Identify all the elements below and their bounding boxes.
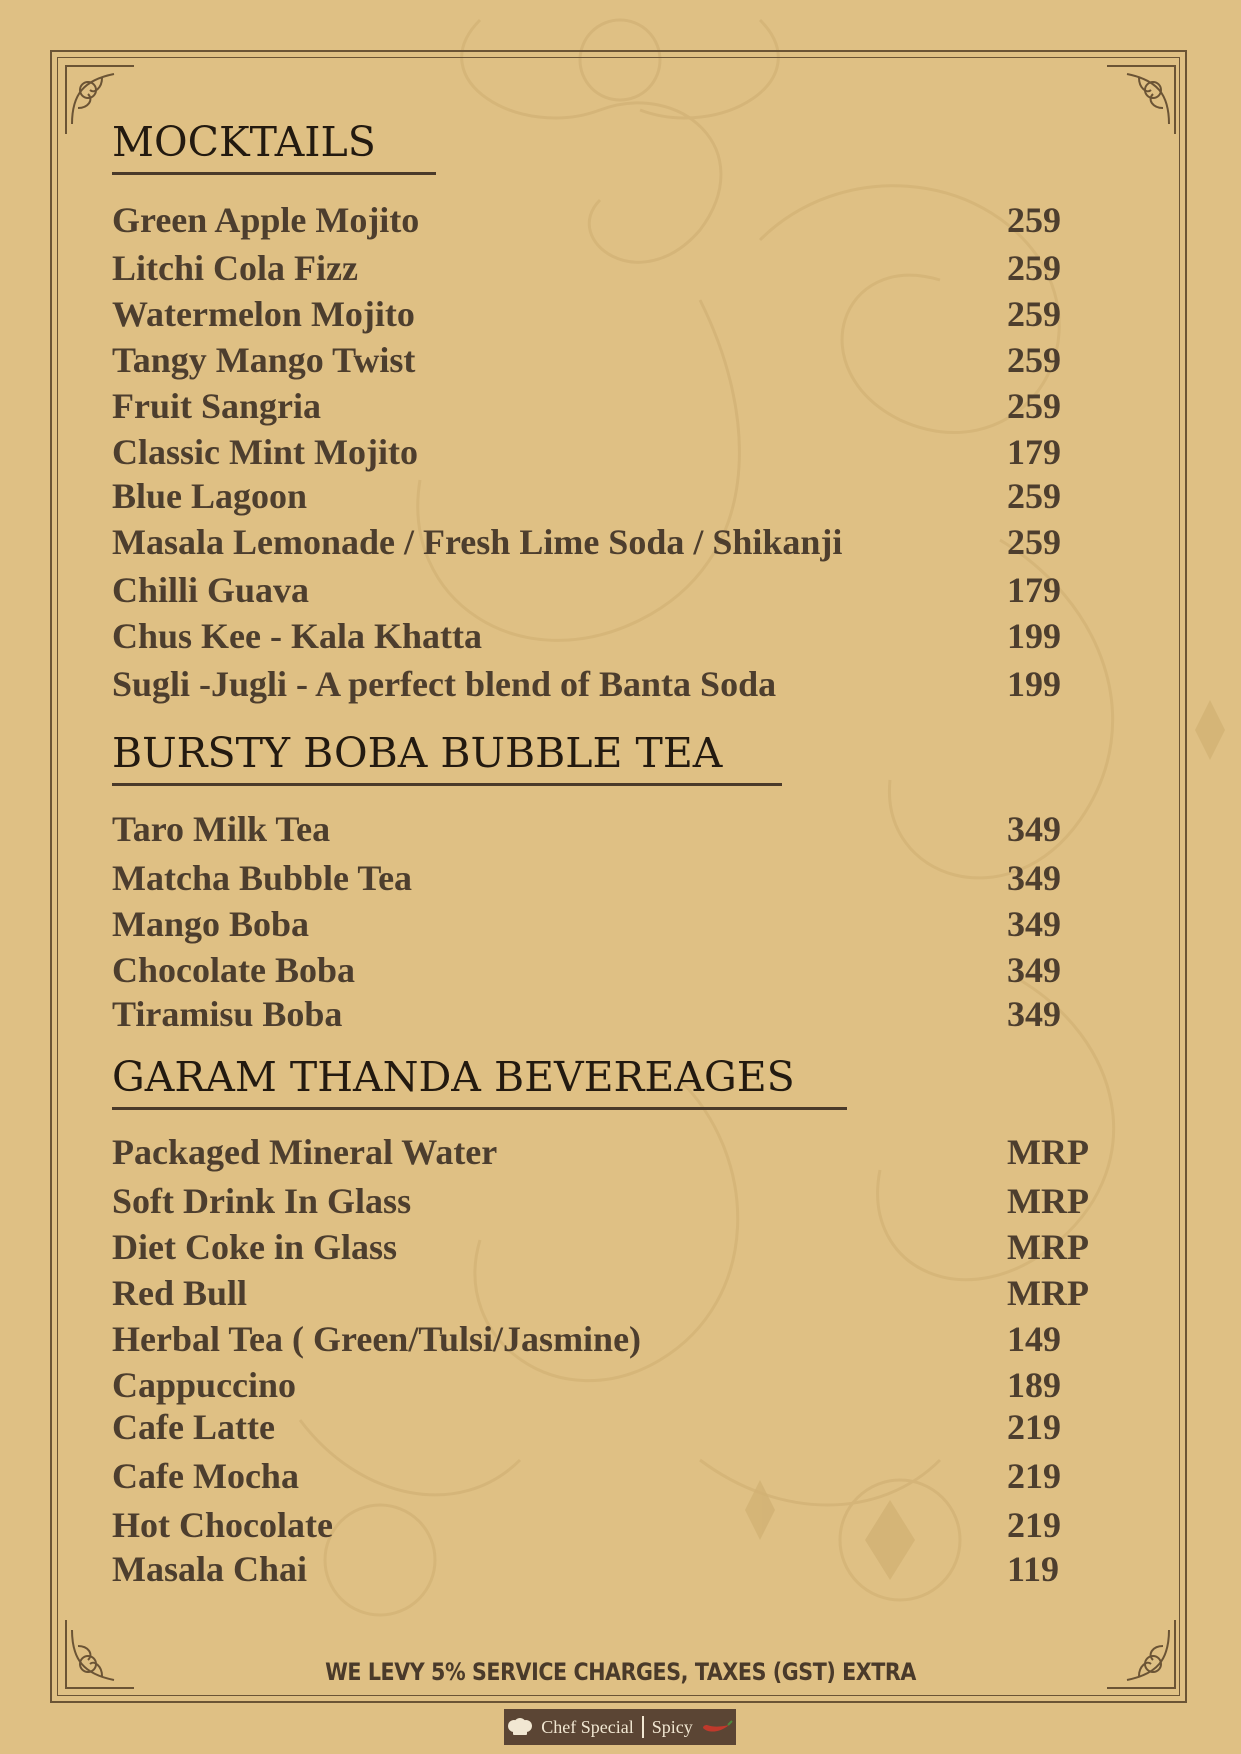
service-charge-note: WE LEVY 5% SERVICE CHARGES, TAXES (GST) EXTRA bbox=[325, 1658, 916, 1686]
menu-item bbox=[112, 1547, 1092, 1591]
item-name: Tangy Mango Twist bbox=[112, 340, 416, 380]
item-name: Cappuccino bbox=[112, 1365, 297, 1405]
item-price: 349 bbox=[1007, 858, 1061, 898]
item-name: Soft Drink In Glass bbox=[112, 1181, 412, 1221]
menu-item bbox=[112, 662, 1092, 706]
menu-item bbox=[112, 1405, 1092, 1449]
item-name: Diet Coke in Glass bbox=[112, 1227, 398, 1267]
menu-item bbox=[112, 384, 1092, 428]
menu-item bbox=[112, 614, 1092, 658]
menu-item bbox=[112, 1271, 1092, 1315]
item-price: 349 bbox=[1007, 809, 1061, 849]
item-name: Herbal Tea ( Green/Tulsi/Jasmine) bbox=[112, 1319, 642, 1359]
item-name: Fruit Sangria bbox=[112, 386, 322, 426]
legend-divider bbox=[642, 1716, 644, 1738]
item-price: 219 bbox=[1007, 1456, 1061, 1496]
item-name: Matcha Bubble Tea bbox=[112, 858, 413, 898]
item-name: Chus Kee - Kala Khatta bbox=[112, 616, 483, 656]
legend-chef-label: Chef Special bbox=[541, 1716, 634, 1737]
item-name: Red Bull bbox=[112, 1273, 248, 1313]
menu-item bbox=[112, 1225, 1092, 1269]
legend-badge bbox=[504, 1709, 736, 1745]
menu-item bbox=[112, 992, 1092, 1036]
item-name: Cafe Mocha bbox=[112, 1456, 299, 1496]
item-name: Sugli -Jugli - A perfect blend of Banta Soda bbox=[112, 664, 777, 704]
item-price: MRP bbox=[1007, 1132, 1089, 1172]
item-price: MRP bbox=[1007, 1273, 1089, 1313]
menu-item bbox=[112, 520, 1092, 564]
item-name: Masala Chai bbox=[112, 1549, 308, 1589]
item-price: 259 bbox=[1007, 200, 1061, 240]
item-price: 259 bbox=[1007, 294, 1061, 334]
item-price: MRP bbox=[1007, 1227, 1089, 1267]
item-price: 219 bbox=[1007, 1505, 1061, 1545]
menu-item bbox=[112, 430, 1092, 474]
item-price: 119 bbox=[1007, 1549, 1060, 1589]
chili-pepper-icon bbox=[701, 1720, 733, 1734]
item-name: Mango Boba bbox=[112, 904, 310, 944]
item-name: Watermelon Mojito bbox=[112, 294, 415, 334]
menu-item bbox=[112, 246, 1092, 290]
menu-item bbox=[112, 948, 1092, 992]
item-price: 259 bbox=[1007, 386, 1061, 426]
item-price: 199 bbox=[1007, 616, 1061, 656]
section-beverages bbox=[112, 1053, 1089, 1589]
corner-flourish-icon bbox=[1105, 64, 1177, 136]
item-name: Cafe Latte bbox=[112, 1407, 275, 1447]
legend-spicy-label: Spicy bbox=[651, 1716, 693, 1737]
chef-hat-icon bbox=[507, 1718, 533, 1736]
item-name: Chilli Guava bbox=[112, 570, 310, 610]
item-name: Masala Lemonade / Fresh Lime Soda / Shikanji bbox=[112, 522, 843, 562]
item-price: 349 bbox=[1007, 950, 1061, 990]
section-title: GARAM THANDA BEVEREAGES bbox=[112, 1053, 847, 1110]
section-title: MOCKTAILS bbox=[112, 118, 436, 175]
item-price: 349 bbox=[1007, 904, 1061, 944]
item-price: MRP bbox=[1007, 1181, 1089, 1221]
item-price: 199 bbox=[1007, 664, 1061, 704]
menu-item bbox=[112, 474, 1092, 518]
menu-item bbox=[112, 1454, 1092, 1498]
menu-item bbox=[112, 338, 1092, 382]
menu-item bbox=[112, 198, 1092, 242]
item-price: 259 bbox=[1007, 522, 1061, 562]
menu-item bbox=[112, 568, 1092, 612]
item-name: Tiramisu Boba bbox=[112, 994, 343, 1034]
item-price: 259 bbox=[1007, 340, 1061, 380]
menu-item bbox=[112, 292, 1092, 336]
menu-item bbox=[112, 1130, 1092, 1174]
item-name: Green Apple Mojito bbox=[112, 200, 420, 240]
item-price: 179 bbox=[1007, 570, 1061, 610]
menu-item bbox=[112, 1363, 1092, 1407]
item-price: 149 bbox=[1007, 1319, 1061, 1359]
section-mocktails bbox=[112, 118, 1061, 704]
menu-item bbox=[112, 1503, 1092, 1547]
item-price: 189 bbox=[1007, 1365, 1061, 1405]
item-price: 179 bbox=[1007, 432, 1061, 472]
item-price: 259 bbox=[1007, 248, 1061, 288]
item-name: Blue Lagoon bbox=[112, 476, 308, 516]
section-title: BURSTY BOBA BUBBLE TEA bbox=[112, 729, 782, 786]
item-name: Classic Mint Mojito bbox=[112, 432, 418, 472]
section-bubble-tea bbox=[112, 729, 1061, 1034]
item-price: 349 bbox=[1007, 994, 1061, 1034]
item-price: 259 bbox=[1007, 476, 1061, 516]
menu-item bbox=[112, 1317, 1092, 1361]
menu-item bbox=[112, 856, 1092, 900]
item-name: Hot Chocolate bbox=[112, 1505, 333, 1545]
menu-item bbox=[112, 1179, 1092, 1223]
item-name: Chocolate Boba bbox=[112, 950, 355, 990]
item-name: Taro Milk Tea bbox=[112, 809, 331, 849]
menu-item bbox=[112, 807, 1092, 851]
item-name: Packaged Mineral Water bbox=[112, 1132, 498, 1172]
menu-item bbox=[112, 902, 1092, 946]
item-price: 219 bbox=[1007, 1407, 1061, 1447]
item-name: Litchi Cola Fizz bbox=[112, 248, 358, 288]
